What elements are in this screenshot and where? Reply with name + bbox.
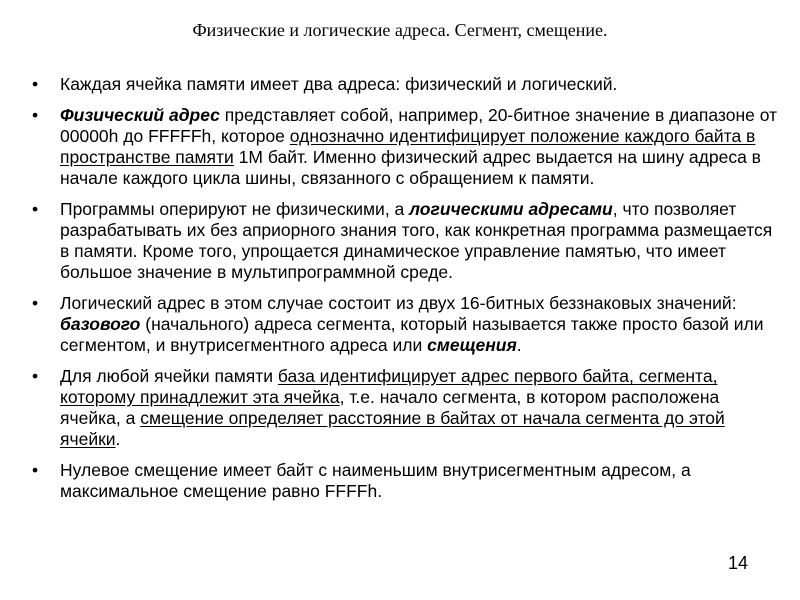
bullet-item: [30, 199, 780, 283]
bullet-text: , т.е. начало сегмента, в котором расположена ячейка, а: [60, 387, 720, 428]
bullet-text: Программы оперируют не физическими, а: [60, 199, 410, 219]
bullet-text: Логический адрес в этом случае состоит из двух 16-битных беззнаковых значений:: [60, 293, 737, 313]
bullet-item: [30, 105, 780, 189]
bullet-item: [30, 74, 780, 95]
term-offset: смещения: [427, 335, 517, 355]
bullet-text: , что позволяет разрабатывать их без априорного знания того, как конкретная программа размещается в памяти. Кроме того, упрощается динамическое управление памятью, что имеет большое значение в мультипрограммной среде.: [60, 199, 773, 282]
underlined-phrase: база идентифицирует адрес первого байта, сегмента, которому принадлежит эта ячейка: [60, 366, 718, 407]
bullet-text: .: [115, 429, 121, 449]
underlined-phrase: однозначно идентифицирует положение каждого байта в пространстве памяти: [60, 126, 756, 167]
bullet-icon: •: [32, 105, 39, 125]
bullet-text: 1М байт. Именно физический адрес выдается на шину адреса в начале каждого цикла шины, связанного с обращением к памяти.: [60, 147, 761, 188]
bullet-text: Для любой ячейки памяти: [60, 366, 278, 386]
term-physical-address: Физический адрес: [60, 105, 220, 125]
slide-title: Физические и логические адреса. Сегмент, смещение.: [192, 20, 608, 40]
bullet-icon: •: [32, 366, 39, 386]
bullet-item: [30, 460, 780, 502]
bullet-text: Нулевое смещение имеет байт с наименьшим внутрисегментным адресом, а максимальное смещение равно FFFFh.: [60, 460, 691, 501]
page-number: 14: [728, 553, 749, 573]
underlined-phrase: смещение определяет расстояние в байтах от начала сегмента до этой ячейки: [60, 408, 725, 449]
bullet-icon: •: [32, 74, 39, 94]
bullet-text: (начального) адреса сегмента, который называется также просто базой или сегментом, и внутрисегментного адреса или: [60, 314, 764, 355]
bullet-text: .: [516, 335, 522, 355]
bullet-icon: •: [32, 293, 39, 313]
bullet-text: Каждая ячейка памяти имеет два адреса: физический и логический.: [60, 74, 618, 94]
bullet-icon: •: [32, 199, 39, 219]
bullet-item: [30, 293, 780, 356]
bullet-text: представляет собой, например, 20-битное значение в диапазоне от 00000h до FFFFFh, которое: [60, 105, 778, 146]
bullet-list: [30, 74, 780, 512]
bullet-item: [30, 366, 780, 450]
term-base: базового: [60, 314, 141, 334]
term-logical-addresses: логическими адресами: [409, 199, 613, 219]
bullet-icon: •: [32, 460, 39, 480]
